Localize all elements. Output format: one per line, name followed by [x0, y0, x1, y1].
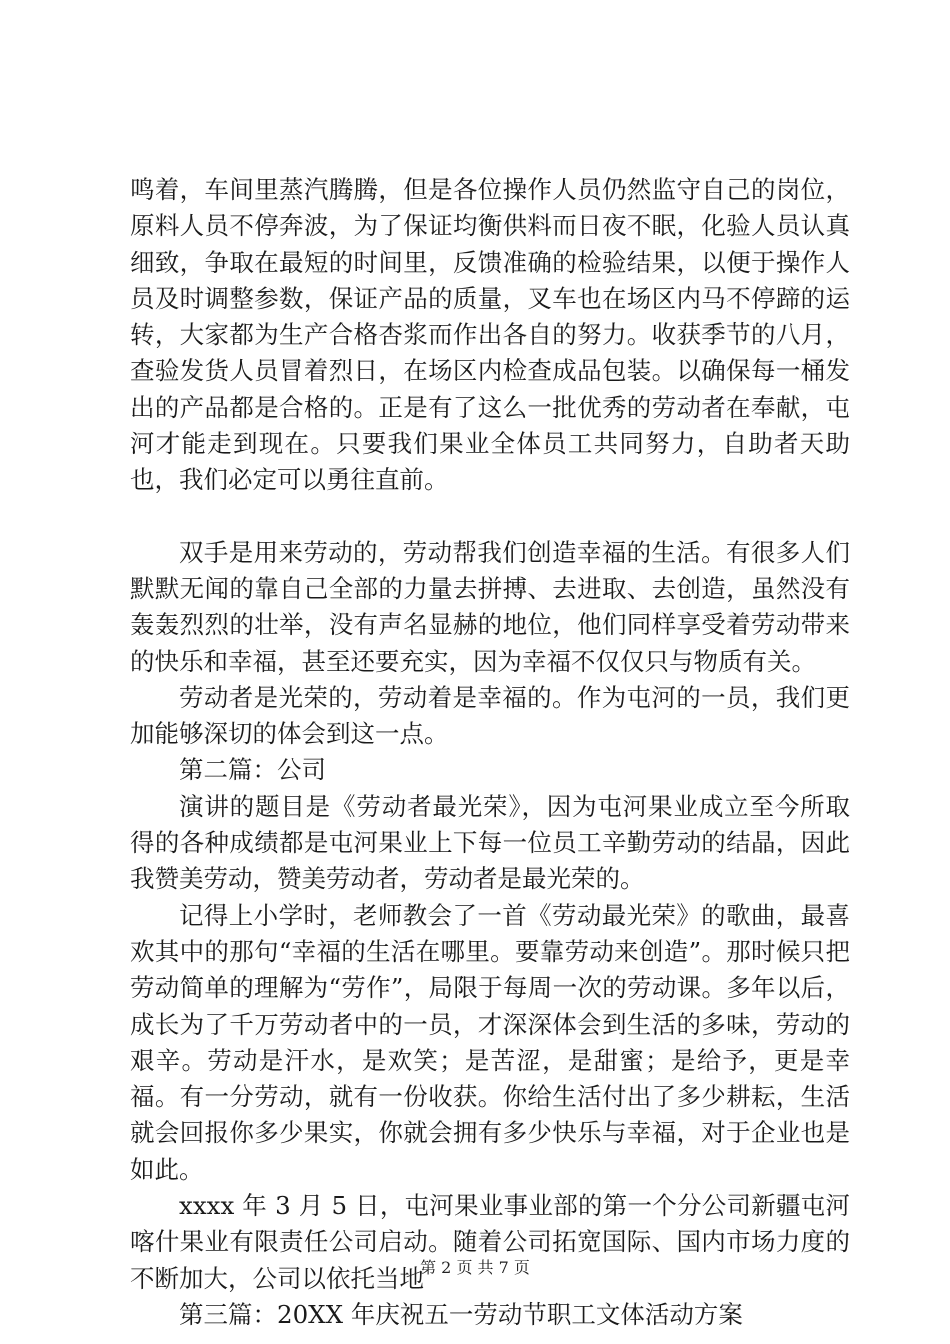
paragraph-5: 演讲的题目是《劳动者最光荣》，因为屯河果业成立至今所取得的各种成绩都是屯河果业上下每一位员工辛勤劳动的结晶，因此我赞美劳动，赞美劳动者，劳动者是最光荣的。 — [130, 791, 850, 894]
paragraph-3: 劳动者是光荣的，劳动着是幸福的。作为屯河的一员，我们更加能够深切的体会到这一点。 — [130, 682, 850, 749]
document-body — [130, 172, 850, 1333]
section-heading-2: 第二篇：公司 — [179, 755, 326, 785]
paragraph-7: xxxx 年 3 月 5 日，屯河果业事业部的第一个分公司新疆屯河喀什果业有限责任公司启动。随着公司拓宽国际、国内市场力度的不断加大，公司以依托当地 — [130, 1191, 850, 1293]
page-number-footer: 第 2 页 共 7 页 — [420, 1258, 530, 1277]
section-heading-3: 第三篇：20XX 年庆祝五一劳动节职工文体活动方案 — [179, 1299, 743, 1329]
paragraph-2: 双手是用来劳动的，劳动帮我们创造幸福的生活。有很多人们默默无闻的靠自己全部的力量去拼搏、去进取、去创造，虽然没有轰轰烈烈的壮举，没有声名显赫的地位，他们同样享受着劳动带来的快乐和幸福，甚至还要充实，因为幸福不仅仅只与物质有关。 — [130, 537, 850, 676]
paragraph-6: 记得上小学时，老师教会了一首《劳动最光荣》的歌曲，最喜欢其中的那句“幸福的生活在哪里。要靠劳动来创造”。那时候只把劳动简单的理解为“劳作”，局限于每周一次的劳动课。多年以后，成长为了千万劳动者中的一员，才深深体会到生活的多味，劳动的艰辛。劳动是汗水，是欢笑；是苦涩，是甜蜜；是给予，更是幸福。有一分劳动，就有一份收获。你给生活付出了多少耕耘，生活就会回报你多少果实，你就会拥有多少快乐与幸福，对于企业也是如此。 — [130, 900, 850, 1184]
paragraph-1: 鸣着，车间里蒸汽腾腾，但是各位操作人员仍然监守自己的岗位，原料人员不停奔波，为了保证均衡供料而日夜不眠，化验人员认真细致，争取在最短的时间里，反馈准确的检验结果，以便于操作人员及时调整参数，保证产品的质量，叉车也在场区内马不停蹄的运转，大家都为生产合格杏浆而作出各自的努力。收获季节的八月，查验发货人员冒着烈日，在场区内检查成品包装。以确保每一桶发出的产品都是合格的。正是有了这么一批优秀的劳动者在奉献，屯河才能走到现在。只要我们果业全体员工共同努力，自助者天助也，我们必定可以勇往直前。 — [130, 175, 850, 495]
